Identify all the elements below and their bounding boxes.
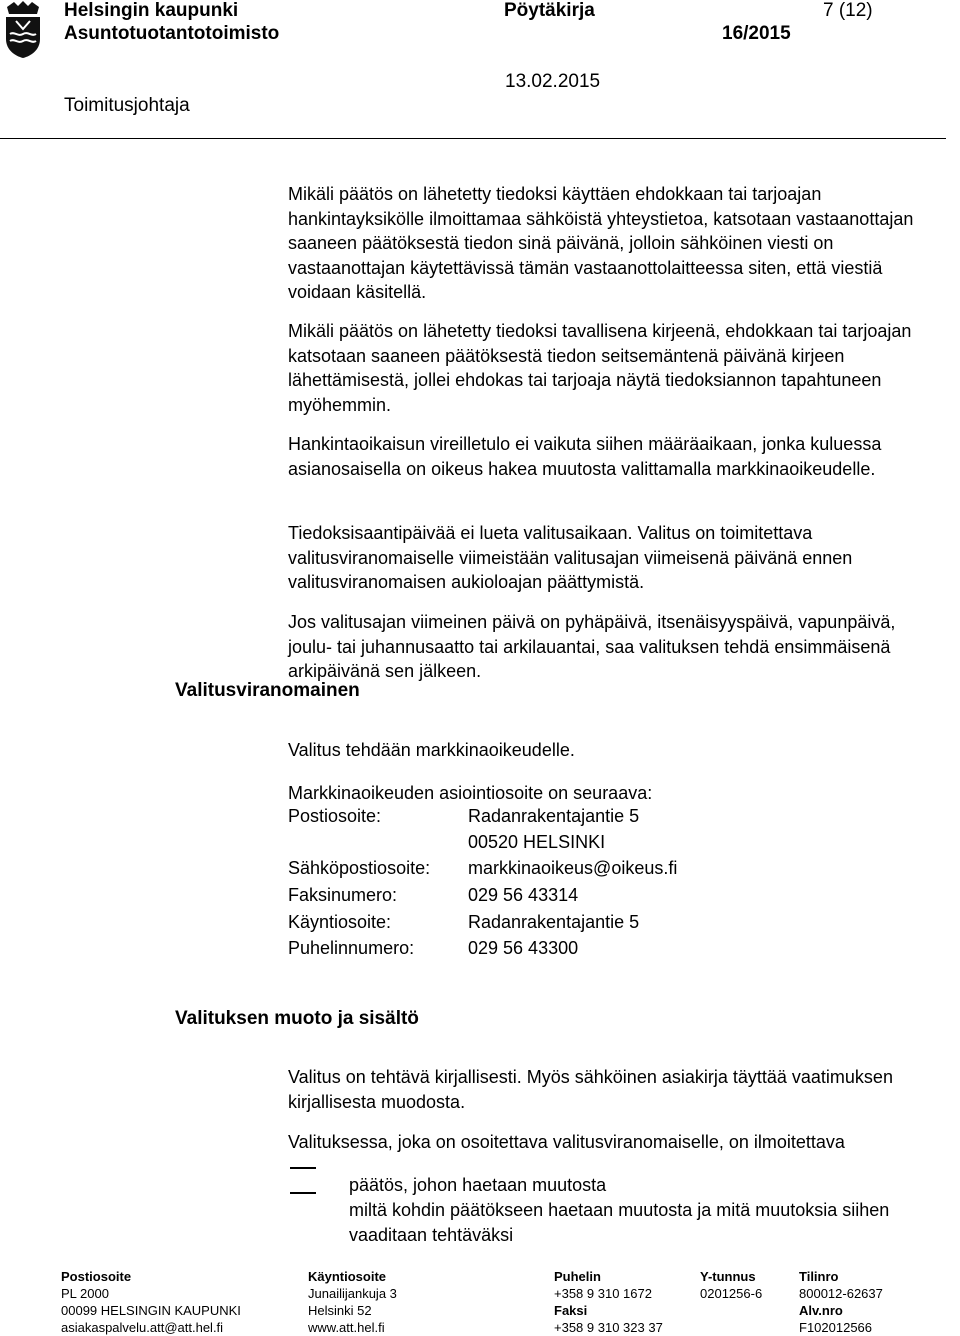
footer-visiting-heading: Käyntiosoite xyxy=(308,1269,387,1284)
footer-business-id-value: 0201256-6 xyxy=(700,1286,763,1301)
paragraph-appeal-period: Tiedoksisaantipäivää ei lueta valitusaikaan. Valitus on toimitettava valitusviranomaiselle viimeistään valitusajan viimeisenä päivänä ennen valitusviranomaisen aukioloajan päättymistä. xyxy=(288,523,853,592)
paragraph-holiday-rule: Jos valitusajan viimeinen päivä on pyhäpäivä, itsenäisyyspäivä, vapunpäivä, joulu- tai juhannusaatto tai arkilauantai, saa valituksen tehdä ensimmäisenä arkipäivänä sen jälkeen. xyxy=(288,612,896,681)
footer-postal xyxy=(61,1268,241,1336)
form-paragraph-written: Valitus on tehtävä kirjallisesti. Myös sähköinen asiakirja täyttää vaatimuksen kirjallisesta muodosta. xyxy=(288,1067,893,1112)
document-number: 16/2015 xyxy=(722,23,791,44)
address-value-fax: 029 56 43314 xyxy=(468,885,579,905)
authority-line: Valitus tehdään markkinaoikeudelle. xyxy=(288,740,575,760)
footer-website-link[interactable]: www.att.hel.fi xyxy=(308,1320,385,1335)
footer-fax-value: +358 9 310 323 37 xyxy=(554,1320,663,1335)
section-heading-form: Valituksen muoto ja sisältö xyxy=(175,1008,419,1029)
footer-account-value: 800012-62637 xyxy=(799,1286,883,1301)
list-item: miltä kohdin päätökseen haetaan muutosta ja mitä muutoksia siihen vaaditaan tehtäväksi xyxy=(349,1200,890,1245)
address-label-postal: Postiosoite: xyxy=(288,806,382,826)
address-value-phone: 029 56 43300 xyxy=(468,938,579,958)
department-name: Asuntotuotantotoimisto xyxy=(64,23,280,44)
footer-email-link[interactable]: asiakaspalvelu.att@att.hel.fi xyxy=(61,1320,224,1335)
address-label-fax: Faksinumero: xyxy=(288,885,398,905)
bullet-dash-icon xyxy=(290,1167,316,1169)
footer-postal-line: PL 2000 xyxy=(61,1286,109,1301)
footer-postal-line: 00099 HELSINGIN KAUPUNKI xyxy=(61,1303,241,1318)
bullet-dash-icon xyxy=(290,1192,316,1194)
footer-postal-heading: Postiosoite xyxy=(61,1269,132,1284)
helsinki-coat-of-arms-icon xyxy=(1,1,45,59)
header-divider xyxy=(0,138,946,139)
document-date: 13.02.2015 xyxy=(505,71,601,92)
address-value-email: markkinaoikeus@oikeus.fi xyxy=(468,858,678,878)
paragraph-letter-notice: Mikäli päätös on lähetetty tiedoksi tavallisena kirjeenä, ehdokkaan tai tarjoajan katsotaan saaneen päätöksestä tiedon seitsemäntenä päivänä kirjeen lähettämisestä, jollei ehdokas tai tarjoaja näytä tiedoksiannon tapahtuneen myöhemmin. xyxy=(288,321,912,415)
document-type: Pöytäkirja xyxy=(504,0,595,21)
footer-visiting-line: Junailijankuja 3 xyxy=(308,1286,397,1301)
paragraph-correction-request: Hankintaoikaisun vireilletulo ei vaikuta siihen määräaikaan, jonka kuluessa asianosaisella on oikeus hakea muutosta valittamalla markkinaoikeudelle. xyxy=(288,434,882,479)
footer-vat-heading: Alv.nro xyxy=(799,1303,843,1318)
footer-visiting xyxy=(308,1268,397,1336)
form-paragraph-contents: Valituksessa, joka on osoitettava valitusviranomaiselle, on ilmoitettava xyxy=(288,1132,845,1152)
address-value-postal: Radanrakentajantie 5 xyxy=(468,806,640,826)
role-title: Toimitusjohtaja xyxy=(64,95,190,116)
page-number: 7 (12) xyxy=(823,0,873,21)
footer-phone-heading: Puhelin xyxy=(554,1269,601,1284)
address-label-email: Sähköpostiosoite: xyxy=(288,858,431,878)
section-heading-authority: Valitusviranomainen xyxy=(175,680,360,701)
address-value-postcode: 00520 HELSINKI xyxy=(468,832,606,852)
authority-address-intro: Markkinaoikeuden asiointiosoite on seuraava: xyxy=(288,783,653,803)
footer-visiting-line: Helsinki 52 xyxy=(308,1303,372,1318)
list-item: päätös, johon haetaan muutosta xyxy=(349,1175,607,1195)
address-value-visiting: Radanrakentajantie 5 xyxy=(468,912,640,932)
address-label-phone: Puhelinnumero: xyxy=(288,938,415,958)
footer-fax-heading: Faksi xyxy=(554,1303,588,1318)
footer-phone xyxy=(554,1268,663,1336)
paragraph-electronic-notice: Mikäli päätös on lähetetty tiedoksi käyttäen ehdokkaan tai tarjoajan hankintayksikölle ilmoittamaa sähköistä yhteystietoa, katsotaan vastaanottajan saaneen päätöksestä tiedon sinä päivänä, jolloin sähköinen viesti on vastaanottajan käytettävissä tämän vastaanottolaitteessa siten, että viestiä voidaan käsitellä. xyxy=(288,184,914,302)
footer-business-id-heading: Y-tunnus xyxy=(700,1269,756,1284)
footer-account xyxy=(799,1268,883,1336)
org-name: Helsingin kaupunki xyxy=(64,0,239,21)
address-label-visiting: Käyntiosoite: xyxy=(288,912,392,932)
footer-vat-value: F102012566 xyxy=(799,1320,873,1335)
footer-phone-value: +358 9 310 1672 xyxy=(554,1286,652,1301)
footer-account-heading: Tilinro xyxy=(799,1269,839,1284)
footer-business-id xyxy=(700,1268,762,1302)
